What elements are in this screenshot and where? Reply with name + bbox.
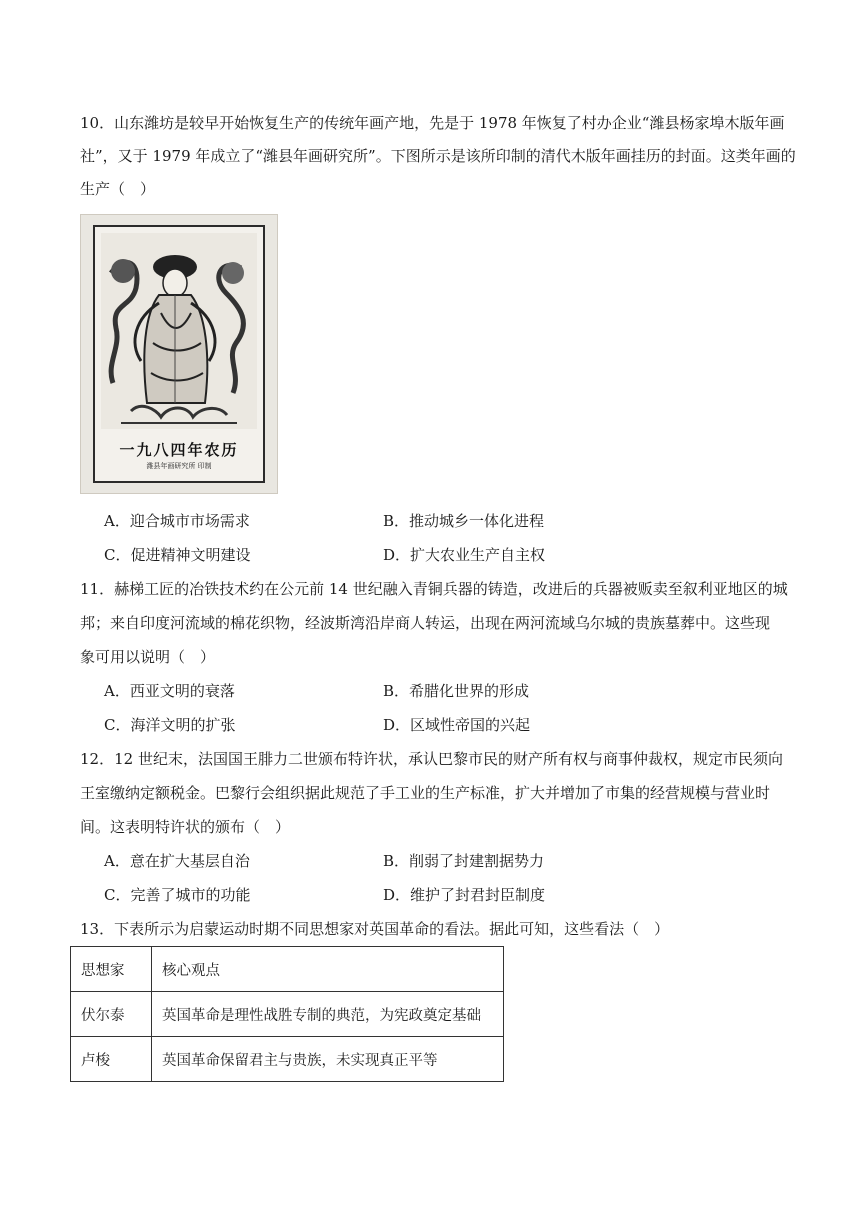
q13-stem-line-1: 13．下表所示为启蒙运动时期不同思想家对英国革命的看法。据此可知，这些看法（ ） [80, 920, 670, 938]
q10-option-b[interactable]: B．推动城乡一体化进程 [383, 512, 545, 530]
table-header-thinker: 思想家 [71, 947, 152, 992]
q11-stem-line-3: 象可用以说明（ ） [80, 648, 216, 666]
table-header-row [71, 947, 504, 992]
q13-thinkers-table [70, 946, 504, 1082]
q12-stem-line-2: 王室缴纳定额税金。巴黎行会组织据此规范了手工业的生产标准，扩大并增加了市集的经营规模与营业时 [80, 784, 771, 802]
q12-option-c[interactable]: C．完善了城市的功能 [104, 886, 251, 904]
q11-option-a[interactable]: A．西亚文明的衰落 [104, 682, 235, 700]
q12-option-a[interactable]: A．意在扩大基层自治 [104, 852, 250, 870]
table-cell-view: 英国革命是理性战胜专制的典范，为宪政奠定基础 [152, 992, 504, 1037]
q12-option-d[interactable]: D．维护了封君封臣制度 [383, 886, 546, 904]
table-cell-thinker: 卢梭 [71, 1037, 152, 1082]
q12-stem-line-3: 间。这表明特许状的颁布（ ） [80, 818, 291, 836]
table-row [71, 1037, 504, 1082]
q11-option-c[interactable]: C．海洋文明的扩张 [104, 716, 236, 734]
woodblock-figure-art [101, 233, 257, 429]
q10-calendar-cover-image [80, 214, 278, 494]
q10-stem-line-3: 生产（ ） [80, 180, 156, 198]
calendar-cover-title: 一九八四年农历 [119, 441, 239, 459]
q10-option-d[interactable]: D．扩大农业生产自主权 [383, 546, 546, 564]
q11-option-d[interactable]: D．区域性帝国的兴起 [383, 716, 531, 734]
q12-option-b[interactable]: B．削弱了封建割据势力 [383, 852, 545, 870]
table-row [71, 992, 504, 1037]
q12-stem-line-1: 12．12 世纪末，法国国王腓力二世颁布特许状，承认巴黎市民的财产所有权与商事仲裁权，规定市民须向 [80, 750, 783, 768]
q10-option-c[interactable]: C．促进精神文明建设 [104, 546, 251, 564]
q10-stem-line-2: 社”，又于 1979 年成立了“潍县年画研究所”。下图所示是该所印制的清代木版年画挂历的封面。这类年画的 [80, 147, 796, 165]
q11-stem-line-1: 11．赫梯工匠的冶铁技术约在公元前 14 世纪融入青铜兵器的铸造，改进后的兵器被贩卖至叙利亚地区的城 [80, 580, 788, 598]
q10-stem-line-1: 10．山东潍坊是较早开始恢复生产的传统年画产地，先是于 1978 年恢复了村办企业“潍县杨家埠木版年画 [80, 114, 785, 132]
q11-stem-line-2: 邦；来自印度河流域的棉花织物，经波斯湾沿岸商人转运，出现在两河流域乌尔城的贵族墓葬中。这些现 [80, 614, 771, 632]
q10-option-a[interactable]: A．迎合城市市场需求 [104, 512, 250, 530]
q11-option-b[interactable]: B．希腊化世界的形成 [383, 682, 530, 700]
table-cell-view: 英国革命保留君主与贵族，未实现真正平等 [152, 1037, 504, 1082]
calendar-cover-frame [93, 225, 265, 483]
table-header-view: 核心观点 [152, 947, 504, 992]
calendar-cover-subtitle: 潍县年画研究所 印制 [146, 462, 212, 470]
table-cell-thinker: 伏尔泰 [71, 992, 152, 1037]
